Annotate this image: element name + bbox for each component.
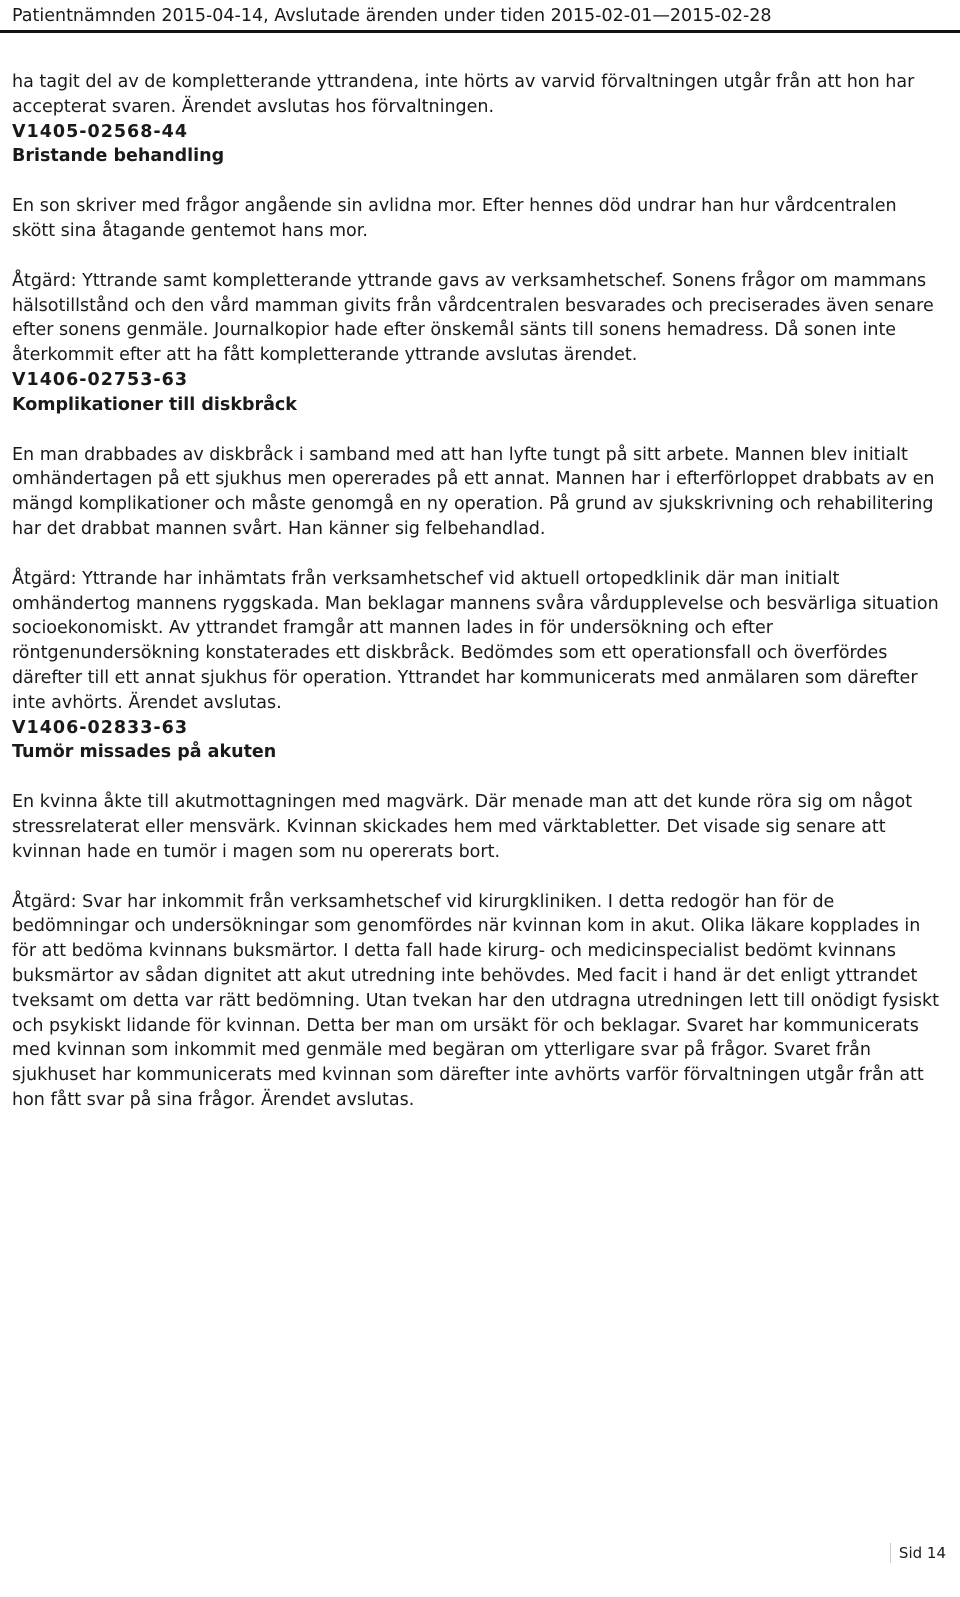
case-number: V1406-02753-63 <box>12 369 189 390</box>
case-action: Åtgärd: Svar har inkommit från verksamhetschef vid kirurgkliniken. I detta redogör han för de bedömningar och undersökningar som genomfördes när kvinnan kom in akut. Olika läkare kopplades in för att bedöma kvinnans buksmärtor. I detta fall hade kirurg- och medicinspecialist bedömt kvinnans buksmärtor av sådan dignitet att akut utredning inte behövdes. Med facit i hand är det enligt yttrandet tveksamt om detta var rätt bedömning. Utan tvekan har den utdragna utredningen lett till onödigt fysiskt och psykiskt lidande för kvinnan. Detta ber man om ursäkt för och beklagar. Svaret har kommunicerats med kvinnan som inkommit med genmäle med begäran om ytterligare svar på frågor. Svaret från sjukhuset har kommunicerats med kvinnan som därefter inte avhörts varför förvaltningen utgår från att hon fått svar på sina frågor. Ärendet avslutas. <box>12 891 939 1110</box>
case-action: Åtgärd: Yttrande har inhämtats från verksamhetschef vid aktuell ortopedklinik där man initialt omhändertog mannens ryggskada. Man beklagar mannens svåra vårdupplevelse och besvärliga situation socioekonomiskt. Av yttrandet framgår att mannen lades in för undersökning och efter röntgenundersökning konstaterades ett diskbråck. Bedömdes som ett operationsfall och överfördes därefter till ett annat sjukhus för operation. Yttrandet har kommunicerats med anmälaren som därefter inte avhörts. Ärendet avslutas. <box>12 568 939 713</box>
case-title: Bristande behandling <box>12 146 225 167</box>
case-description: En kvinna åkte till akutmottagningen med magvärk. Där menade man att det kunde röra sig om något stressrelaterat eller mensvärk. Kvinnan skickades hem med värktabletter. Det visade sig senare att kvinnan hade en tumör i magen som nu opererats bort. <box>12 792 913 862</box>
header-divider <box>0 30 960 33</box>
case-section <box>12 120 942 368</box>
case-description: En son skriver med frågor angående sin avlidna mor. Efter hennes död undrar han hur vårdcentralen skött sina åtagande gentemot hans mor. <box>12 196 897 241</box>
case-section <box>12 368 942 716</box>
case-action: Åtgärd: Yttrande samt kompletterande yttrande gavs av verksamhetschef. Sonens frågor om mammans hälsotillstånd och den vård mamman givits från vårdcentralen besvarades och preciserades även senare efter sonens genmäle. Journalkopior hade efter önskemål sänts till sonens hemadress. Då sonen inte återkommit efter att ha fått kompletterande yttrande avslutas ärendet. <box>12 270 934 366</box>
case-title: Tumör missades på akuten <box>12 742 277 763</box>
case-number: V1405-02568-44 <box>12 121 189 142</box>
case-section <box>12 716 942 1113</box>
page-number <box>890 1543 946 1563</box>
case-title: Komplikationer till diskbråck <box>12 394 297 415</box>
page-number-label: Sid 14 <box>898 1544 946 1562</box>
intro-paragraph: ha tagit del av de kompletterande yttrandena, inte hörts av varvid förvaltningen utgår från att hon har accepterat svaren. Ärendet avslutas hos förvaltningen. <box>12 72 915 117</box>
case-heading <box>12 120 942 170</box>
case-heading <box>12 368 942 418</box>
header-title: Patientnämnden 2015-04-14, Avslutade ärenden under tiden 2015-02-01—2015-02-28 <box>12 6 772 26</box>
case-description: En man drabbades av diskbråck i samband med att han lyfte tungt på sitt arbete. Mannen blev initialt omhändertagen på ett sjukhus men opererades på ett annat. Mannen har i efterförloppet drabbats av en mängd komplikationer och måste genomgå en ny operation. På grund av sjukskrivning och rehabilitering har det drabbat mannen svårt. Han känner sig felbehandlad. <box>12 444 935 539</box>
case-heading <box>12 716 942 766</box>
case-number: V1406-02833-63 <box>12 717 189 738</box>
document-body <box>12 70 942 1113</box>
